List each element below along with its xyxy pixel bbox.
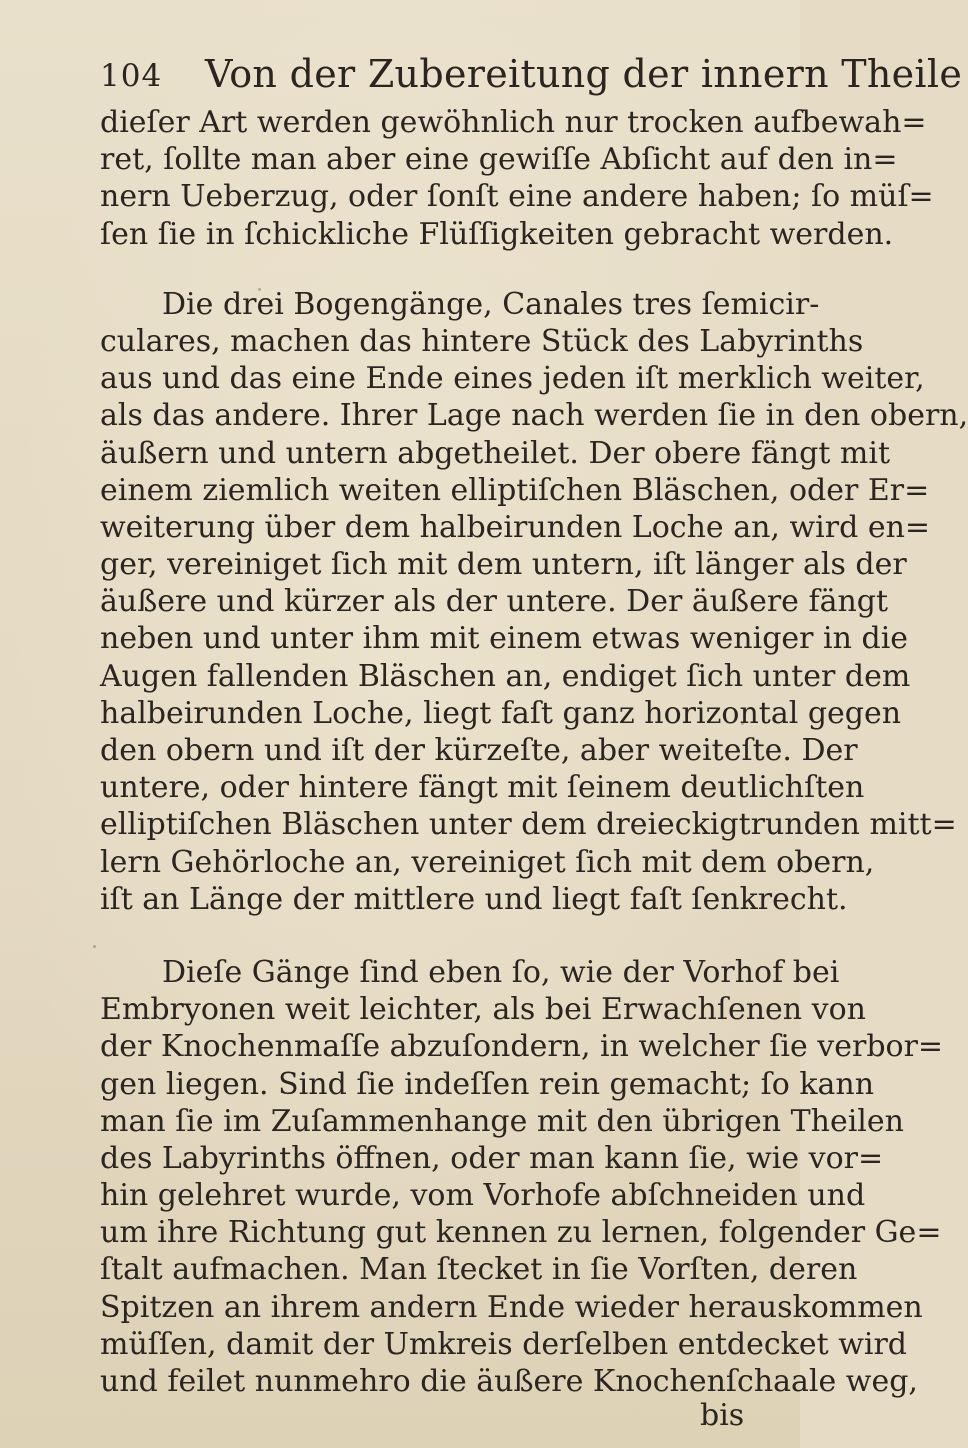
text-line: lern Gehörloche an, vereiniget ſich mit dem obern, bbox=[100, 844, 875, 880]
text-line: dieſer Art werden gewöhnlich nur trocken aufbewah= bbox=[100, 105, 927, 140]
paper-speck bbox=[741, 722, 744, 725]
text-line: aus und das eine Ende eines jeden iſt merklich weiter, bbox=[100, 361, 925, 397]
paper-speck bbox=[93, 945, 96, 948]
paper-speck bbox=[770, 1352, 773, 1355]
text-line: halbeirunden Loche, liegt faſt ganz horizontal gegen bbox=[100, 695, 902, 731]
text-line: man ſie im Zuſammenhange mit den übrigen Theilen bbox=[100, 1103, 904, 1139]
body-text bbox=[100, 104, 968, 1400]
paragraph-2 bbox=[100, 286, 968, 918]
page-number: 104 bbox=[100, 58, 163, 94]
text-line: Augen fallenden Bläschen an, endiget ſich unter dem bbox=[100, 658, 911, 694]
catchword: bis bbox=[700, 1398, 745, 1433]
text-line: als das andere. Ihrer Lage nach werden ſie in den obern, bbox=[100, 398, 968, 434]
text-line: ret, ſollte man aber eine gewiſſe Abſicht auf den in= bbox=[100, 142, 898, 178]
text-line: Die drei Bogengänge, Canales tres ſemicir- bbox=[162, 286, 820, 322]
running-title: Von der Zubereitung der innern Theile bbox=[205, 52, 963, 96]
text-line: den obern und iſt der kürzeſte, aber weiteſte. Der bbox=[100, 733, 858, 768]
paper-speck bbox=[258, 288, 261, 291]
text-line: äußern und untern abgetheilet. Der obere fängt mit bbox=[100, 435, 891, 471]
text-line: iſt an Länge der mittlere und liegt faſt ſenkrecht. bbox=[100, 881, 848, 917]
text-line: müſſen, damit der Umkreis derſelben entdecket wird bbox=[100, 1326, 908, 1362]
text-line: einem ziemlich weiten elliptiſchen Bläschen, oder Er= bbox=[100, 472, 930, 508]
text-line: äußere und kürzer als der untere. Der äußere fängt bbox=[100, 584, 889, 620]
text-line: Spitzen an ihrem andern Ende wieder herauskommen bbox=[100, 1289, 923, 1325]
text-line: ſen ſie in ſchickliche Flüſſigkeiten gebracht werden. bbox=[100, 216, 894, 252]
text-line: ger, vereiniget ſich mit dem untern, iſt länger als der bbox=[100, 547, 907, 583]
text-line: nern Ueberzug, oder ſonſt eine andere haben; ſo müſ= bbox=[100, 179, 934, 215]
text-line: Embryonen weit leichter, als bei Erwachſenen von bbox=[100, 992, 866, 1028]
text-line: gen liegen. Sind ſie indeſſen rein gemacht; ſo kann bbox=[100, 1066, 875, 1102]
page-header bbox=[100, 52, 963, 102]
text-line: neben und unter ihm mit einem etwas weniger in die bbox=[100, 621, 909, 657]
text-line: ſtalt aufmachen. Man ſtecket in ſie Vorſten, deren bbox=[100, 1252, 858, 1288]
text-line: des Labyrinths öffnen, oder man kann ſie, wie vor= bbox=[100, 1140, 884, 1176]
paragraph-1 bbox=[100, 104, 934, 253]
text-line: und feilet nunmehro die äußere Knochenſchaale weg, bbox=[100, 1364, 918, 1399]
text-line: elliptiſchen Bläschen unter dem dreieckigtrunden mitt= bbox=[100, 807, 957, 843]
text-line: der Knochenmaſſe abzuſondern, in welcher ſie verbor= bbox=[100, 1029, 944, 1065]
text-line: weiterung über dem halbeirunden Loche an, wird en= bbox=[100, 509, 931, 545]
text-line: um ihre Richtung gut kennen zu lernen, folgender Ge= bbox=[100, 1215, 942, 1251]
paragraph-3 bbox=[100, 954, 944, 1400]
text-line: untere, oder hintere fängt mit ſeinem deutlichſten bbox=[100, 770, 865, 806]
text-line: Dieſe Gänge ſind eben ſo, wie der Vorhof bei bbox=[162, 954, 840, 990]
text-line: hin gelehret wurde, vom Vorhofe abſchneiden und bbox=[100, 1178, 866, 1214]
text-line: culares, machen das hintere Stück des Labyrinths bbox=[100, 323, 864, 359]
